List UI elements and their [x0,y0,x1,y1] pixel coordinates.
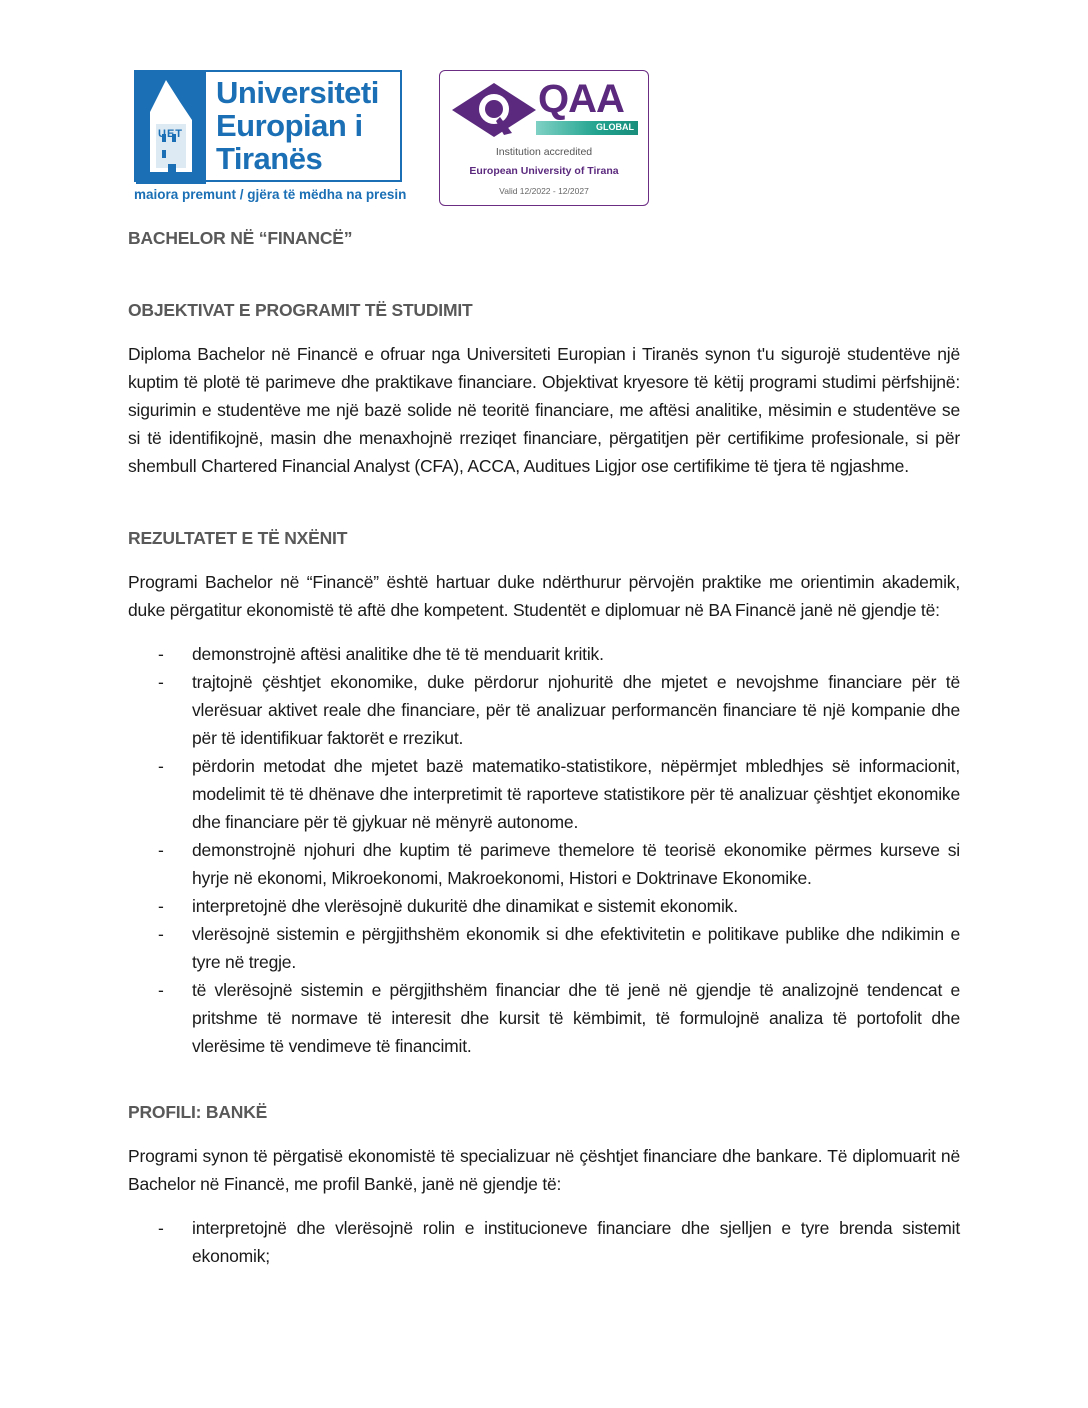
qaa-band-label: GLOBAL [596,122,634,132]
bullet-dash: - [158,840,164,860]
list-item [128,920,960,976]
profile-heading: PROFILI: BANKË [128,1102,268,1122]
university-name [216,76,402,175]
profile-list [128,1214,960,1270]
tower-emblem-graphic [136,72,206,180]
list-item-text: demonstrojnë njohuri dhe kuptim të parimeve themelore të teorisë ekonomike përmes kurseve si hyrje në ekonomi, Mikroekonomi, Makroekonomi, Histori e Doktrinave Ekonomike. [192,840,960,888]
university-name-line-3: Tiranës [216,141,323,176]
list-item [128,752,960,836]
document-title: BACHELOR NË “FINANCË” [128,228,353,248]
bullet-dash: - [158,756,164,776]
document-body [128,224,960,1270]
list-item-text: interpretojnë dhe vlerësojnë rolin e institucioneve financiare dhe sjelljen e tyre brenda sistemit ekonomik; [192,1218,960,1266]
qaa-wordmark: QAA [538,77,624,121]
bullet-dash: - [158,980,164,1000]
university-logo [134,70,407,206]
profile-intro: Programi synon të përgatisë ekonomistë të specializuar në çështjet financiare dhe bankare. Të diplomuarit në Bachelor në Financë, me profil Bankë, janë në gjendje të: [128,1146,960,1194]
outcomes-heading: REZULTATET E TË NXËNIT [128,528,348,548]
list-item-text: të vlerësojnë sistemin e përgjithshëm financiar dhe të jenë në gjendje të analizojnë tendencat e pritshme të normave të interesit dhe kursit të këmbimit, të formulojnë analiza të portofolit dhe vlerësime të vendimeve të financimit. [192,980,960,1056]
objectives-heading: OBJEKTIVAT E PROGRAMIT TË STUDIMIT [128,300,473,320]
list-item-text: trajtojnë çështjet ekonomike, duke përdorur njohuritë dhe mjetet e nevojshme financiare për të vlerësuar aktivet reale dhe financiare, për të analizuar performancën financiare të një kompanie dhe për të identifikuar faktorët e rrezikut. [192,672,960,748]
bullet-dash: - [158,644,164,664]
bullet-dash: - [158,1218,164,1238]
qaa-global-band [536,121,638,135]
list-item [128,640,960,668]
university-name-line-2: Europian i [216,108,363,143]
bullet-dash: - [158,672,164,692]
tower-lettering: UET [158,128,183,140]
list-item [128,892,960,920]
qaa-accreditation-badge [439,70,649,206]
list-item-text: përdorin metodat dhe mjetet bazë matematiko-statistikore, nëpërmjet mbledhjes së informacionit, modelimit të të dhënave dhe interpretimit të raporteve statistikore për të analizuar çështjet ekonomike dhe financiare për të gjykuar në mënyrë autonome. [192,756,960,832]
qaa-mark-icon [452,83,536,142]
university-name-line-1: Universiteti [216,75,379,110]
list-item [128,668,960,752]
list-item-text: vlerësojnë sistemin e përgjithshëm ekonomik si dhe efektivitetin e politikave publike dhe ndikimin e tyre në tregje. [192,924,960,972]
qaa-validity: Valid 12/2022 - 12/2027 [499,186,589,196]
university-motto: maiora premunt / gjëra të mëdha na presin [134,187,407,202]
outcomes-list [128,640,960,1060]
tower-emblem-icon [136,72,206,184]
outcomes-intro: Programi Bachelor në “Financë” është hartuar duke ndërthurur përvojën praktike me orientimin akademik, duke përgatitur ekonomistë të aftë dhe kompetent. Studentët e diplomuar në BA Financë janë në gjendje të: [128,572,960,620]
list-item [128,1214,960,1270]
list-item-text: interpretojnë dhe vlerësojnë dukuritë dhe dinamikat e sistemit ekonomik. [192,896,738,916]
list-item-text: demonstrojnë aftësi analitike dhe të të menduarit kritik. [192,644,604,664]
qaa-institution-name: European University of Tirana [469,165,619,177]
bullet-dash: - [158,896,164,916]
university-logo-frame [134,70,402,182]
list-item [128,836,960,892]
bullet-dash: - [158,924,164,944]
qaa-accredited-text: Institution accredited [495,146,593,158]
list-item [128,976,960,1060]
objectives-paragraph: Diploma Bachelor në Financë e ofruar nga Universiteti Europian i Tiranës synon t'u sigurojë studentëve një kuptim të plotë të parimeve dhe praktikave financiare. Objektivat kryesore të këtij programi studimi përfshijnë: sigurimin e studentëve me një bazë solide në teoritë financiare, me aftësi analitike, mësimin e studentëve se si të identifikojnë, masin dhe menaxhojnë rreziqet financiare, përgatitjen për certifikime profesionale, si për shembull Chartered Financial Analyst (CFA), ACCA, Auditues Ligjor ose certifikime të tjera të ngjashme. [128,344,960,476]
